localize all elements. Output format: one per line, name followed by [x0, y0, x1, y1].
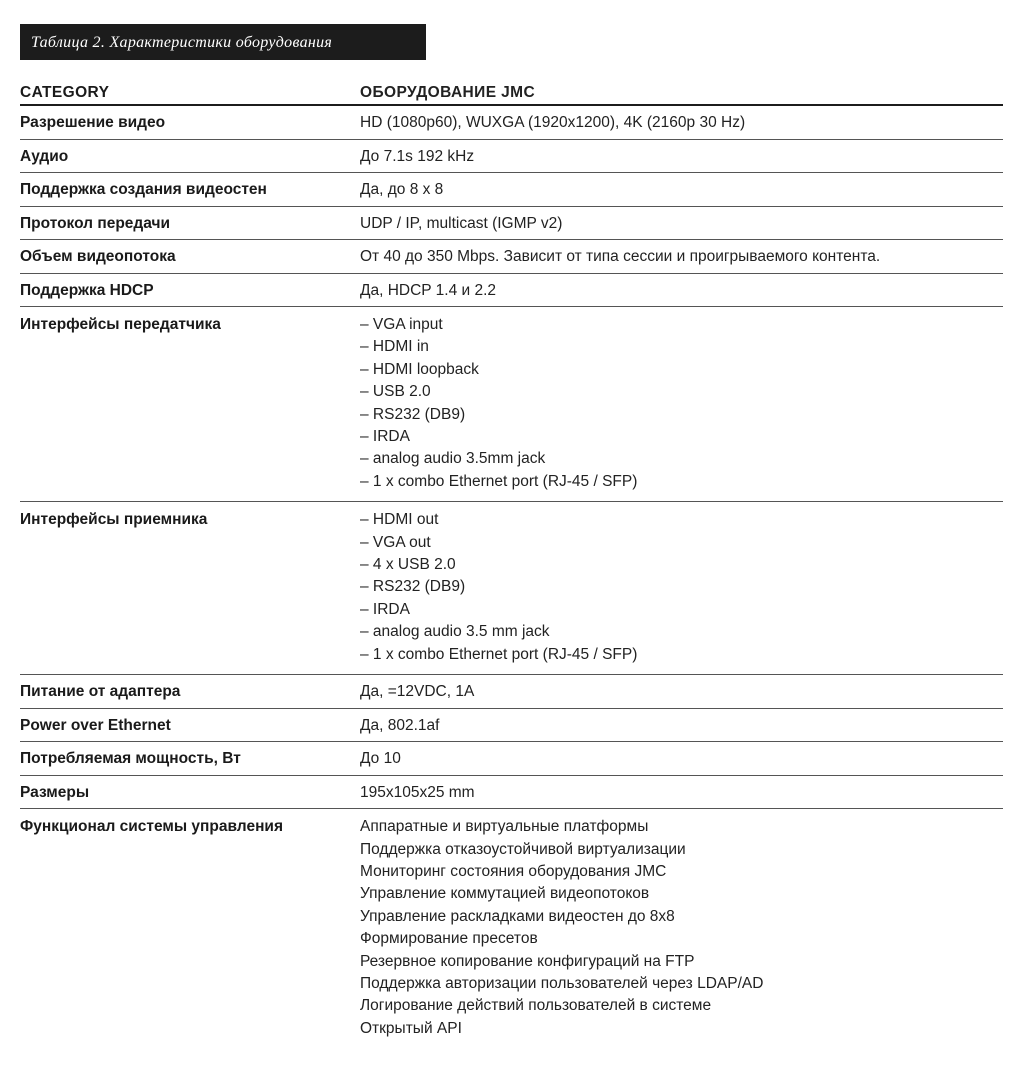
table-title: Таблица 2. Характеристики оборудования	[20, 24, 426, 60]
table-header-row	[20, 82, 1003, 106]
row-value	[360, 147, 1003, 173]
row-category: Power over Ethernet	[20, 716, 171, 734]
value-line: – 1 x combo Ethernet port (RJ-45 / SFP)	[360, 472, 638, 490]
value-line: 195x105x25 mm	[360, 783, 475, 801]
value-line: – IRDA	[360, 600, 410, 618]
table-row	[20, 240, 1003, 274]
value-line: Да, до 8 x 8	[360, 181, 444, 198]
value-line: До 7.1s 192 kHz	[360, 147, 475, 165]
value-line: Аппаратные и виртуальные платформы	[360, 818, 649, 836]
specs-table	[20, 82, 1003, 1048]
table-row	[20, 776, 1003, 810]
value-line: Да, 802.1af	[360, 716, 440, 734]
header-equipment: ОБОРУДОВАНИЕ JMC	[360, 84, 536, 101]
row-category: Аудио	[20, 147, 69, 165]
row-value	[360, 816, 1003, 1040]
row-category: Функционал системы управления	[20, 818, 284, 836]
value-line: – RS232 (DB9)	[360, 405, 466, 423]
table-row	[20, 173, 1003, 207]
value-line: – VGA input	[360, 316, 443, 333]
value-line: Мониторинг состояния оборудования JMC	[360, 862, 667, 880]
row-category: Поддержка создания видеостен	[20, 181, 267, 198]
value-line: – 1 x combo Ethernet port (RJ-45 / SFP)	[360, 645, 638, 663]
value-line: Открытый API	[360, 1019, 462, 1037]
table-row	[20, 140, 1003, 174]
row-value	[360, 749, 1003, 775]
value-line: До 10	[360, 750, 401, 768]
document-page	[20, 24, 1003, 1048]
value-line: – IRDA	[360, 428, 410, 446]
row-category: Размеры	[20, 783, 90, 801]
row-category: Поддержка HDCP	[20, 281, 154, 299]
value-line: Да, HDCP 1.4 и 2.2	[360, 281, 497, 299]
value-line: Резервное копирование конфигураций на FTP	[360, 952, 695, 970]
value-line: – RS232 (DB9)	[360, 578, 466, 596]
value-line: Поддержка отказоустойчивой виртуализации	[360, 840, 686, 858]
table-row	[20, 809, 1003, 1048]
row-category: Объем видеопотока	[20, 248, 176, 265]
row-value	[360, 682, 1003, 708]
value-line: Управление раскладками видеостен до 8x8	[360, 907, 675, 925]
row-value	[360, 247, 1003, 273]
value-line: – HDMI loopback	[360, 360, 479, 378]
table-row	[20, 307, 1003, 502]
value-line: – HDMI in	[360, 338, 429, 356]
value-line: – VGA out	[360, 533, 431, 551]
row-category: Потребляемая мощность, Вт	[20, 750, 241, 768]
row-category: Питание от адаптера	[20, 683, 181, 701]
row-category: Интерфейсы приемника	[20, 511, 208, 529]
table-row	[20, 502, 1003, 675]
table-row	[20, 274, 1003, 308]
value-line: – analog audio 3.5mm jack	[360, 450, 546, 468]
header-category: CATEGORY	[20, 84, 110, 101]
row-category: Разрешение видео	[20, 114, 166, 131]
value-line: Формирование пресетов	[360, 930, 538, 948]
row-value	[360, 281, 1003, 307]
value-line: – USB 2.0	[360, 383, 431, 401]
table-row	[20, 742, 1003, 776]
table-row	[20, 106, 1003, 140]
row-value	[360, 783, 1003, 809]
row-value	[360, 180, 1003, 206]
row-value	[360, 509, 1003, 666]
row-value	[360, 214, 1003, 240]
value-line: Да, =12VDC, 1A	[360, 683, 475, 701]
value-line: UDP / IP, multicast (IGMP v2)	[360, 214, 563, 232]
value-line: HD (1080p60), WUXGA (1920x1200), 4K (2160p 30 Hz)	[360, 114, 746, 131]
row-category: Протокол передачи	[20, 214, 171, 232]
table-row	[20, 675, 1003, 709]
value-line: – analog audio 3.5 mm jack	[360, 623, 550, 641]
value-line: – HDMI out	[360, 511, 439, 529]
row-value	[360, 314, 1003, 493]
table-row	[20, 207, 1003, 241]
value-line: От 40 до 350 Mbps. Зависит от типа сессии и проигрываемого контента.	[360, 248, 881, 265]
value-line: Управление коммутацией видеопотоков	[360, 885, 650, 903]
table-body	[20, 106, 1003, 1048]
row-value	[360, 716, 1003, 742]
value-line: – 4 x USB 2.0	[360, 556, 456, 574]
table-row	[20, 709, 1003, 743]
row-value	[360, 113, 1003, 139]
value-line: Логирование действий пользователей в системе	[360, 997, 712, 1015]
row-category: Интерфейсы передатчика	[20, 316, 221, 333]
value-line: Поддержка авторизации пользователей через LDAP/AD	[360, 974, 764, 992]
